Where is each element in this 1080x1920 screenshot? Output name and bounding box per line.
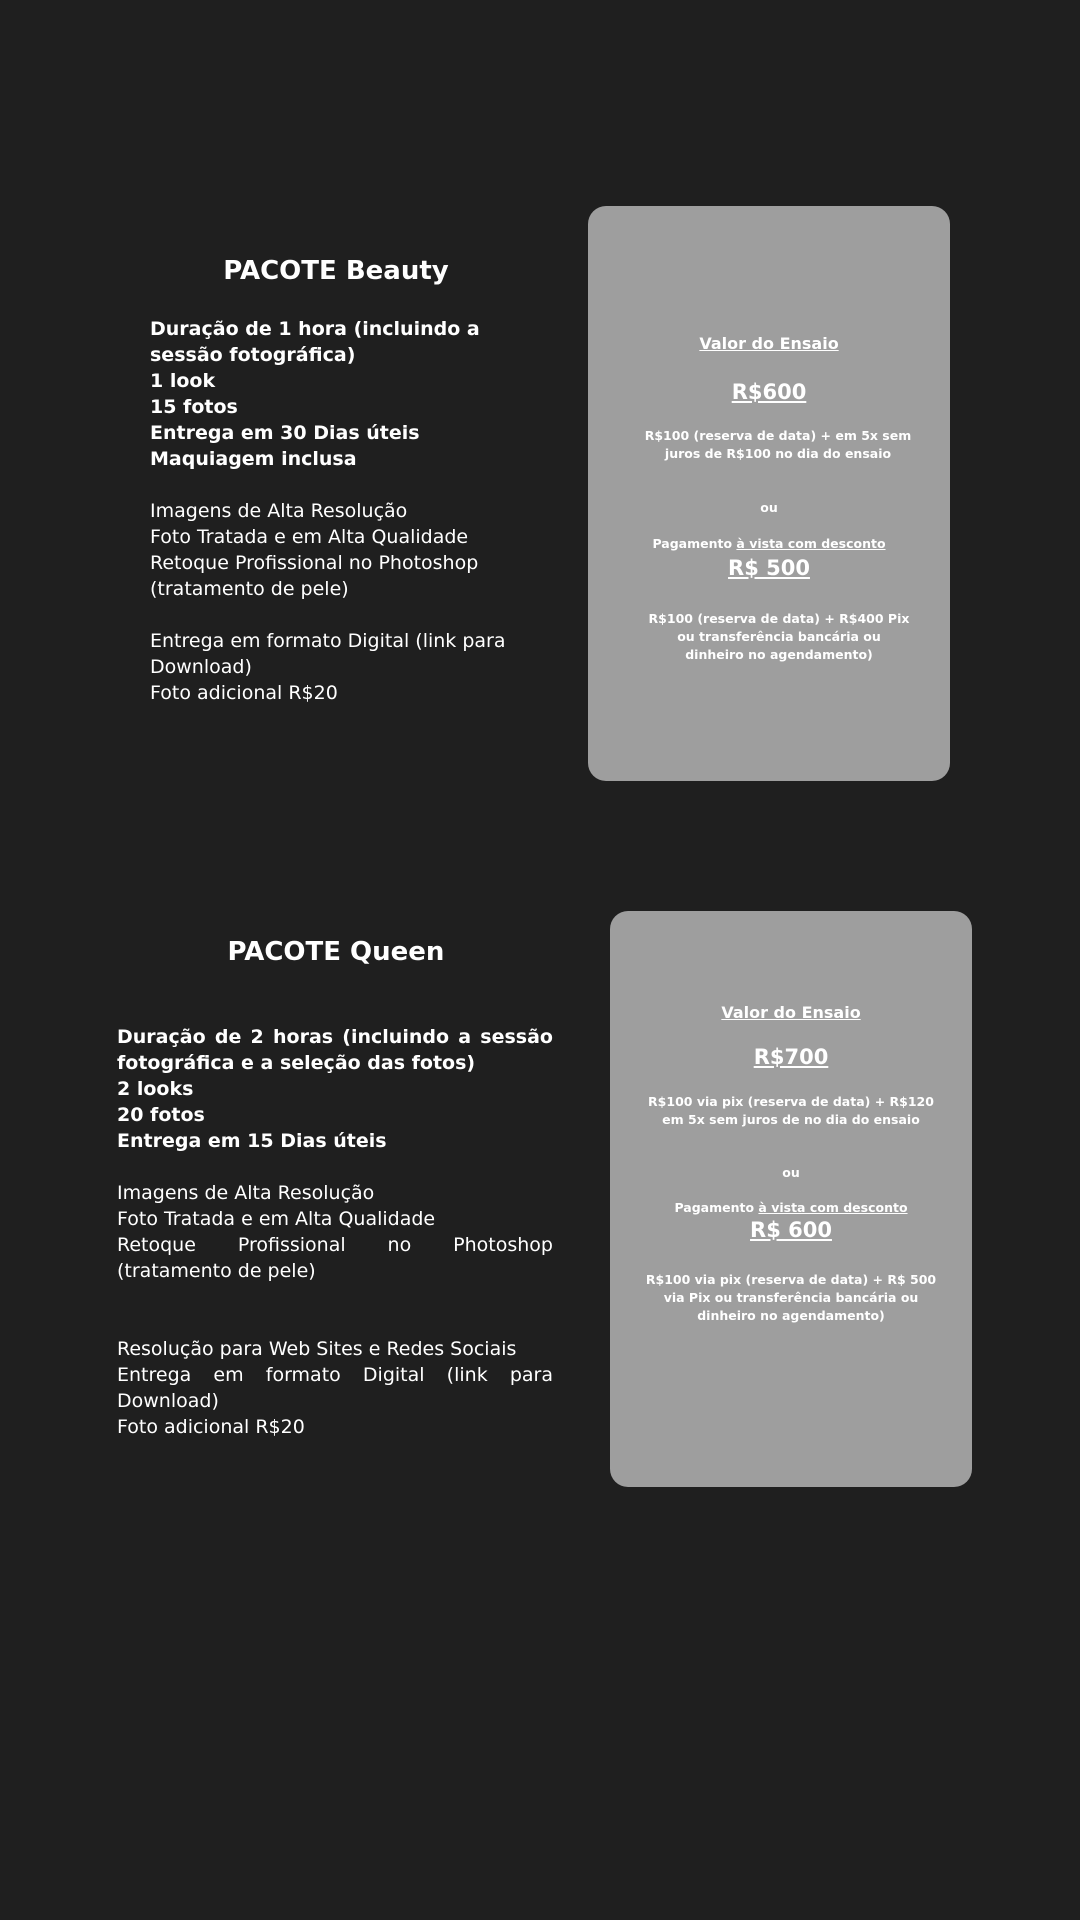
feature-item: Imagens de Alta Resolução [117, 1182, 375, 1204]
feature-item: Foto Tratada e em Alta Qualidade [117, 1208, 436, 1230]
package-title-beauty: PACOTE Beauty [223, 256, 449, 286]
price-card-beauty [588, 206, 950, 781]
card-discount-details: R$100 via pix (reserva de data) + R$ 500 via Pix ou transferência bancária ou dinheiro no agendamento) [645, 1272, 937, 1323]
feature-item: Foto adicional R$20 [117, 1416, 305, 1438]
package-features-beauty [150, 316, 530, 706]
feature-item: Foto Tratada e em Alta Qualidade [150, 526, 469, 548]
payment-discount-link: à vista com desconto [758, 1200, 908, 1215]
card-or: ou [782, 1165, 800, 1180]
feature-item: Duração de 2 horas (incluindo a sessão fotográfica e a seleção das fotos) [117, 1026, 553, 1074]
feature-item: Entrega em 30 Dias úteis [150, 422, 420, 444]
feature-item: Resolução para Web Sites e Redes Sociais [117, 1338, 517, 1360]
card-price: R$600 [731, 380, 807, 404]
card-discount-price: R$ 500 [728, 556, 810, 580]
feature-item: Maquiagem inclusa [150, 448, 357, 470]
package-features-queen [117, 1024, 553, 1440]
card-heading: Valor do Ensaio [699, 334, 839, 353]
feature-item: Entrega em 15 Dias úteis [117, 1130, 387, 1152]
payment-discount-link: à vista com desconto [736, 536, 886, 551]
feature-item: Imagens de Alta Resolução [150, 500, 408, 522]
package-title-queen: PACOTE Queen [227, 937, 445, 967]
feature-item: Entrega em formato Digital (link para Download) [150, 630, 506, 678]
card-installments: R$100 via pix (reserva de data) + R$120 em 5x sem juros de no dia do ensaio [648, 1094, 934, 1127]
card-or: ou [760, 500, 778, 515]
payment-prefix: Pagamento [652, 536, 737, 551]
price-card-queen [610, 911, 972, 1487]
card-payment-line [588, 536, 950, 551]
card-heading: Valor do Ensaio [721, 1003, 861, 1022]
card-discount-price: R$ 600 [750, 1218, 832, 1242]
feature-item: Foto adicional R$20 [150, 682, 338, 704]
payment-prefix: Pagamento [674, 1200, 759, 1215]
feature-item: 1 look [150, 370, 216, 392]
card-price: R$700 [753, 1045, 829, 1069]
feature-item: Retoque Profissional no Photoshop (tratamento de pele) [117, 1234, 553, 1282]
feature-item: Duração de 1 hora (incluindo a sessão fotográfica) [150, 318, 480, 366]
feature-item: 20 fotos [117, 1104, 205, 1126]
feature-item: 15 fotos [150, 396, 238, 418]
card-discount-details: R$100 (reserva de data) + R$400 Pix ou transferência bancária ou dinheiro no agendamento) [648, 611, 910, 662]
card-payment-line [610, 1200, 972, 1215]
feature-item: 2 looks [117, 1078, 194, 1100]
card-installments: R$100 (reserva de data) + em 5x sem juros de R$100 no dia do ensaio [644, 428, 912, 461]
feature-item: Retoque Profissional no Photoshop (tratamento de pele) [150, 552, 479, 600]
feature-item: Entrega em formato Digital (link para Download) [117, 1364, 553, 1412]
